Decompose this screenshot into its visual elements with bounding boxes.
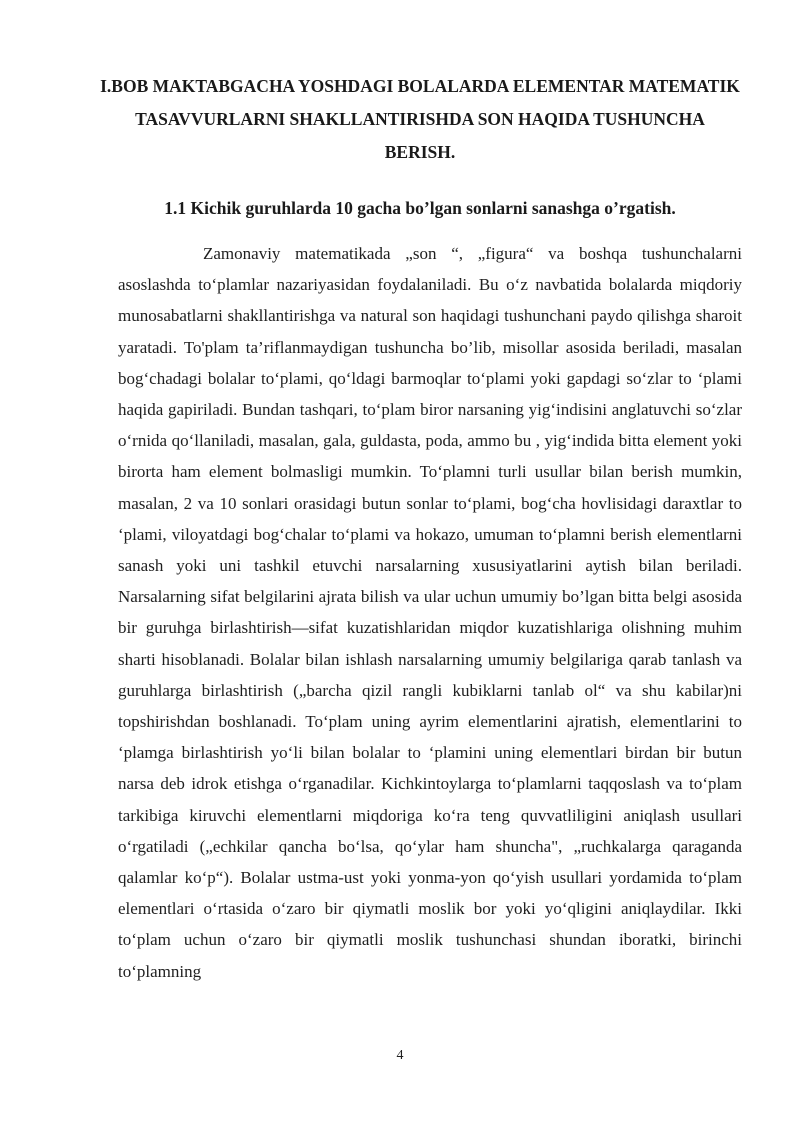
page-number: 4 [396, 1048, 404, 1063]
body-paragraph: Zamonaviy matematikada „son “, „figura“ va boshqa tushunchalarni asoslashda to‘plamlar nazariyasidan foydalaniladi. Bu o‘z navbatida bolalarda miqdoriy munosabatlarni shakllantirishga va natural son haqidagi tushunchani paydo qilishga sharoit yaratadi. To'plam ta’riflanmaydigan tushuncha bo’lib, misollar asosida beriladi, masalan bog‘chadagi bolalar to‘plami, qo‘ldagi barmoqlar to‘plami yoki gapdagi so‘zlar to ‘plami haqida gapiriladi. Bundan tashqari, to‘plam biror narsaning yig‘indisini anglatuvchi so‘zlar o‘rnida qo‘llaniladi, masalan, gala, guldasta, poda, ammo bu , yig‘indida bitta element yoki birorta ham element bolmasligi mumkin. To‘plamni turli usullar bilan berish mumkin, masalan, 2 va 10 sonlari orasidagi butun sonlar to‘plami, bog‘cha hovlisidagi daraxtlar to ‘plami, viloyatdagi bog‘chalar to‘plami va hokazo, umuman to‘plamni berish elementlarni sanash yoki uni tashkil etuvchi narsalarning xususiyatlarini aytish bilan beriladi. Narsalarning sifat belgilarini ajrata bilish va ular uchun umumiy bo’lgan bitta belgi asosida bir guruhga birlashtirish—sifat kuzatishlaridan miqdor kuzatishlariga olishning muhim sharti hisoblanadi. Bolalar bilan ishlash narsalarning umumiy belgilariga qarab tanlash va guruhlarga birlashtirish („barcha qizil rangli kubiklarni tanlab ol“ va shu kabilar)ni topshirishdan boshlanadi. To‘plam uning ayrim elementlarini ajratish, elementlarini to ‘plamga birlashtirish yo‘li bilan bolalar to ‘plamini uning elementlari birdan bir butun narsa deb idrok etishga o‘rganadilar. Kichkintoylarga to‘plamlarni taqqoslash va to‘plam tarkibiga kiruvchi elementlarni miqdoriga ko‘ra teng quvvatliligini aniqlash usullari o‘rgatiladi („echkilar qancha bo‘lsa, qo‘ylar ham shuncha", „ruchkalarga qaraganda qalamlar ko‘p“). Bolalar ustma-ust yoki yonma-yon qo‘yish usullari yordamida to‘plam elementlari o‘rtasida o‘zaro bir qiymatli moslik bor yoki yo‘qligini aniqlaydilar. Ikki to‘plam uchun o‘zaro bir qiymatli moslik tushunchasi shundan iboratki, birinchi to‘plamning [118, 244, 742, 981]
section-title: 1.1 Kichik guruhlarda 10 gacha bo’lgan sonlarni sanashga o’rgatish. [164, 198, 676, 218]
chapter-title: I.BOB MAKTABGACHA YOSHDAGI BOLALARDA ELEMENTAR MATEMATIK TASAVVURLARNI SHAKLLANTIRISHDA SON HAQIDA TUSHUNCHA BERISH. [100, 76, 740, 162]
